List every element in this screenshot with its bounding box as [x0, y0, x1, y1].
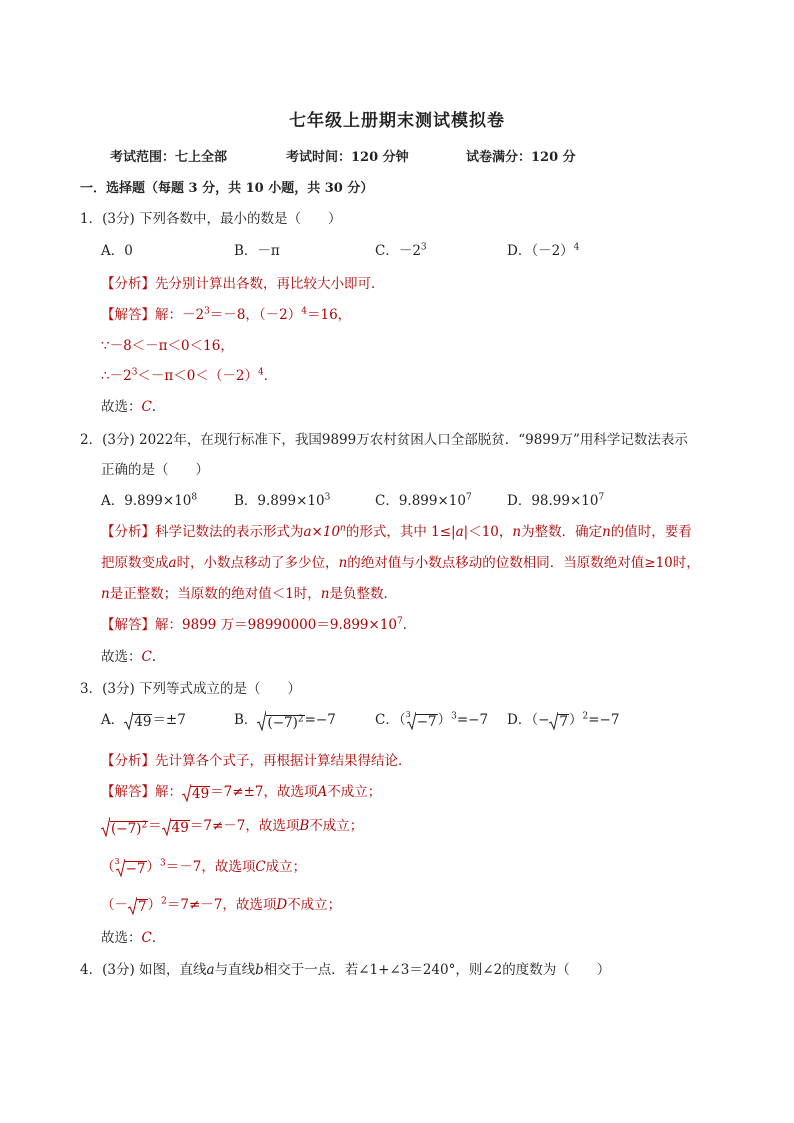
q1-stem: 1．(3分) 下列各数中，最小的数是（ ） — [80, 211, 342, 227]
q1-option-a: A．0 — [101, 243, 133, 259]
q3-analysis: 【分析】先计算各个式子，再根据计算结果得结论． — [101, 753, 412, 769]
q3-answer-line4: （－ 7 ）$^2$＝7≠－7，故选项D不成立； — [101, 896, 342, 915]
q1-answer-line1: 【解答】解：$-2^3=-8$，$(-2)^4=16$， — [101, 306, 352, 323]
q3-option-d: D．（− 7 ）$^2$=−7 — [507, 711, 620, 730]
q3-option-c: C．（$^3$ −7 ）$^3$=−7 — [375, 710, 489, 730]
q1-option-b: B．－π — [234, 243, 280, 259]
q2-analysis-line2: 把原数变成a时，小数点移动了多少位，n的绝对值与小数点移动的位数相同．当原数绝对值≥10时， — [101, 555, 700, 571]
q1-answer-line2: ∵－8＜－π＜0＜16， — [101, 338, 234, 354]
exam-time: 考试时间：120 分钟 — [286, 150, 409, 165]
q3-answer-line1: 【解答】解： 49 ＝7≠±7，故选项A不成立； — [101, 784, 382, 802]
exam-scope: 考试范围：七上全部 — [110, 150, 228, 165]
q2-answer: 【解答】解：9899 万$=98990000=9.899\times 10^7$． — [101, 616, 417, 633]
q3-choice: 故选：C． — [101, 930, 166, 946]
q2-option-d: D．$98.99\times 10^7$ — [507, 492, 605, 509]
q2-option-b: B．$9.899\times 10^3$ — [234, 492, 331, 509]
q3-option-b: B． $(-7)^2$ =−7 — [234, 712, 336, 731]
page-title: 七年级上册期末测试模拟卷 — [289, 111, 505, 131]
q2-analysis-line1: 【分析】科学记数法的表示形式为$a\times 10^n$的形式，其中 1≤|a|＜10，n为整数．确定n的值时，要看 — [101, 523, 692, 540]
q3-answer-line2: $(-7)^2$ ＝ 49 ＝7≠－7，故选项B不成立； — [101, 814, 363, 837]
q2-stem-line2: 正确的是（ ） — [101, 462, 209, 478]
q2-analysis-line3: n是正整数；当原数的绝对值＜1时，n是负整数． — [101, 586, 397, 602]
q2-stem-line1: 2．(3分) 2022年，在现行标准下，我国9899万农村贫困人口全部脱贫．“9899万”用科学记数法表示 — [80, 432, 688, 448]
q3-answer-line3: （$^3$ −7 ）$^3$＝－7，故选项C成立； — [101, 857, 307, 877]
q1-option-d: D．$(-2)^4$ — [507, 242, 580, 259]
q4-stem: 4．(3分) 如图，直线a与直线b相交于一点．若∠1+∠3＝240°，则∠2的度数为（ ） — [80, 962, 611, 978]
q1-answer-line3: $\therefore-2^3<-\pi<0<(-2)^4$． — [101, 367, 278, 384]
q1-option-c: C．$-2^3$ — [375, 242, 427, 259]
q2-option-c: C．$9.899\times 10^7$ — [375, 492, 472, 509]
q3-option-a: A． 49 ＝±7 — [101, 712, 186, 730]
q3-stem: 3．(3分) 下列等式成立的是（ ） — [80, 681, 302, 697]
q2-option-a: A．$9.899\times 10^8$ — [101, 492, 198, 509]
exam-score: 试卷满分：120 分 — [466, 150, 576, 165]
q1-choice: 故选：C． — [101, 399, 166, 415]
q2-choice: 故选：C． — [101, 649, 166, 665]
q1-analysis: 【分析】先分别计算出各数，再比较大小即可． — [101, 276, 385, 292]
section-heading: 一．选择题（每题 3 分，共 10 小题，共 30 分） — [80, 181, 374, 196]
